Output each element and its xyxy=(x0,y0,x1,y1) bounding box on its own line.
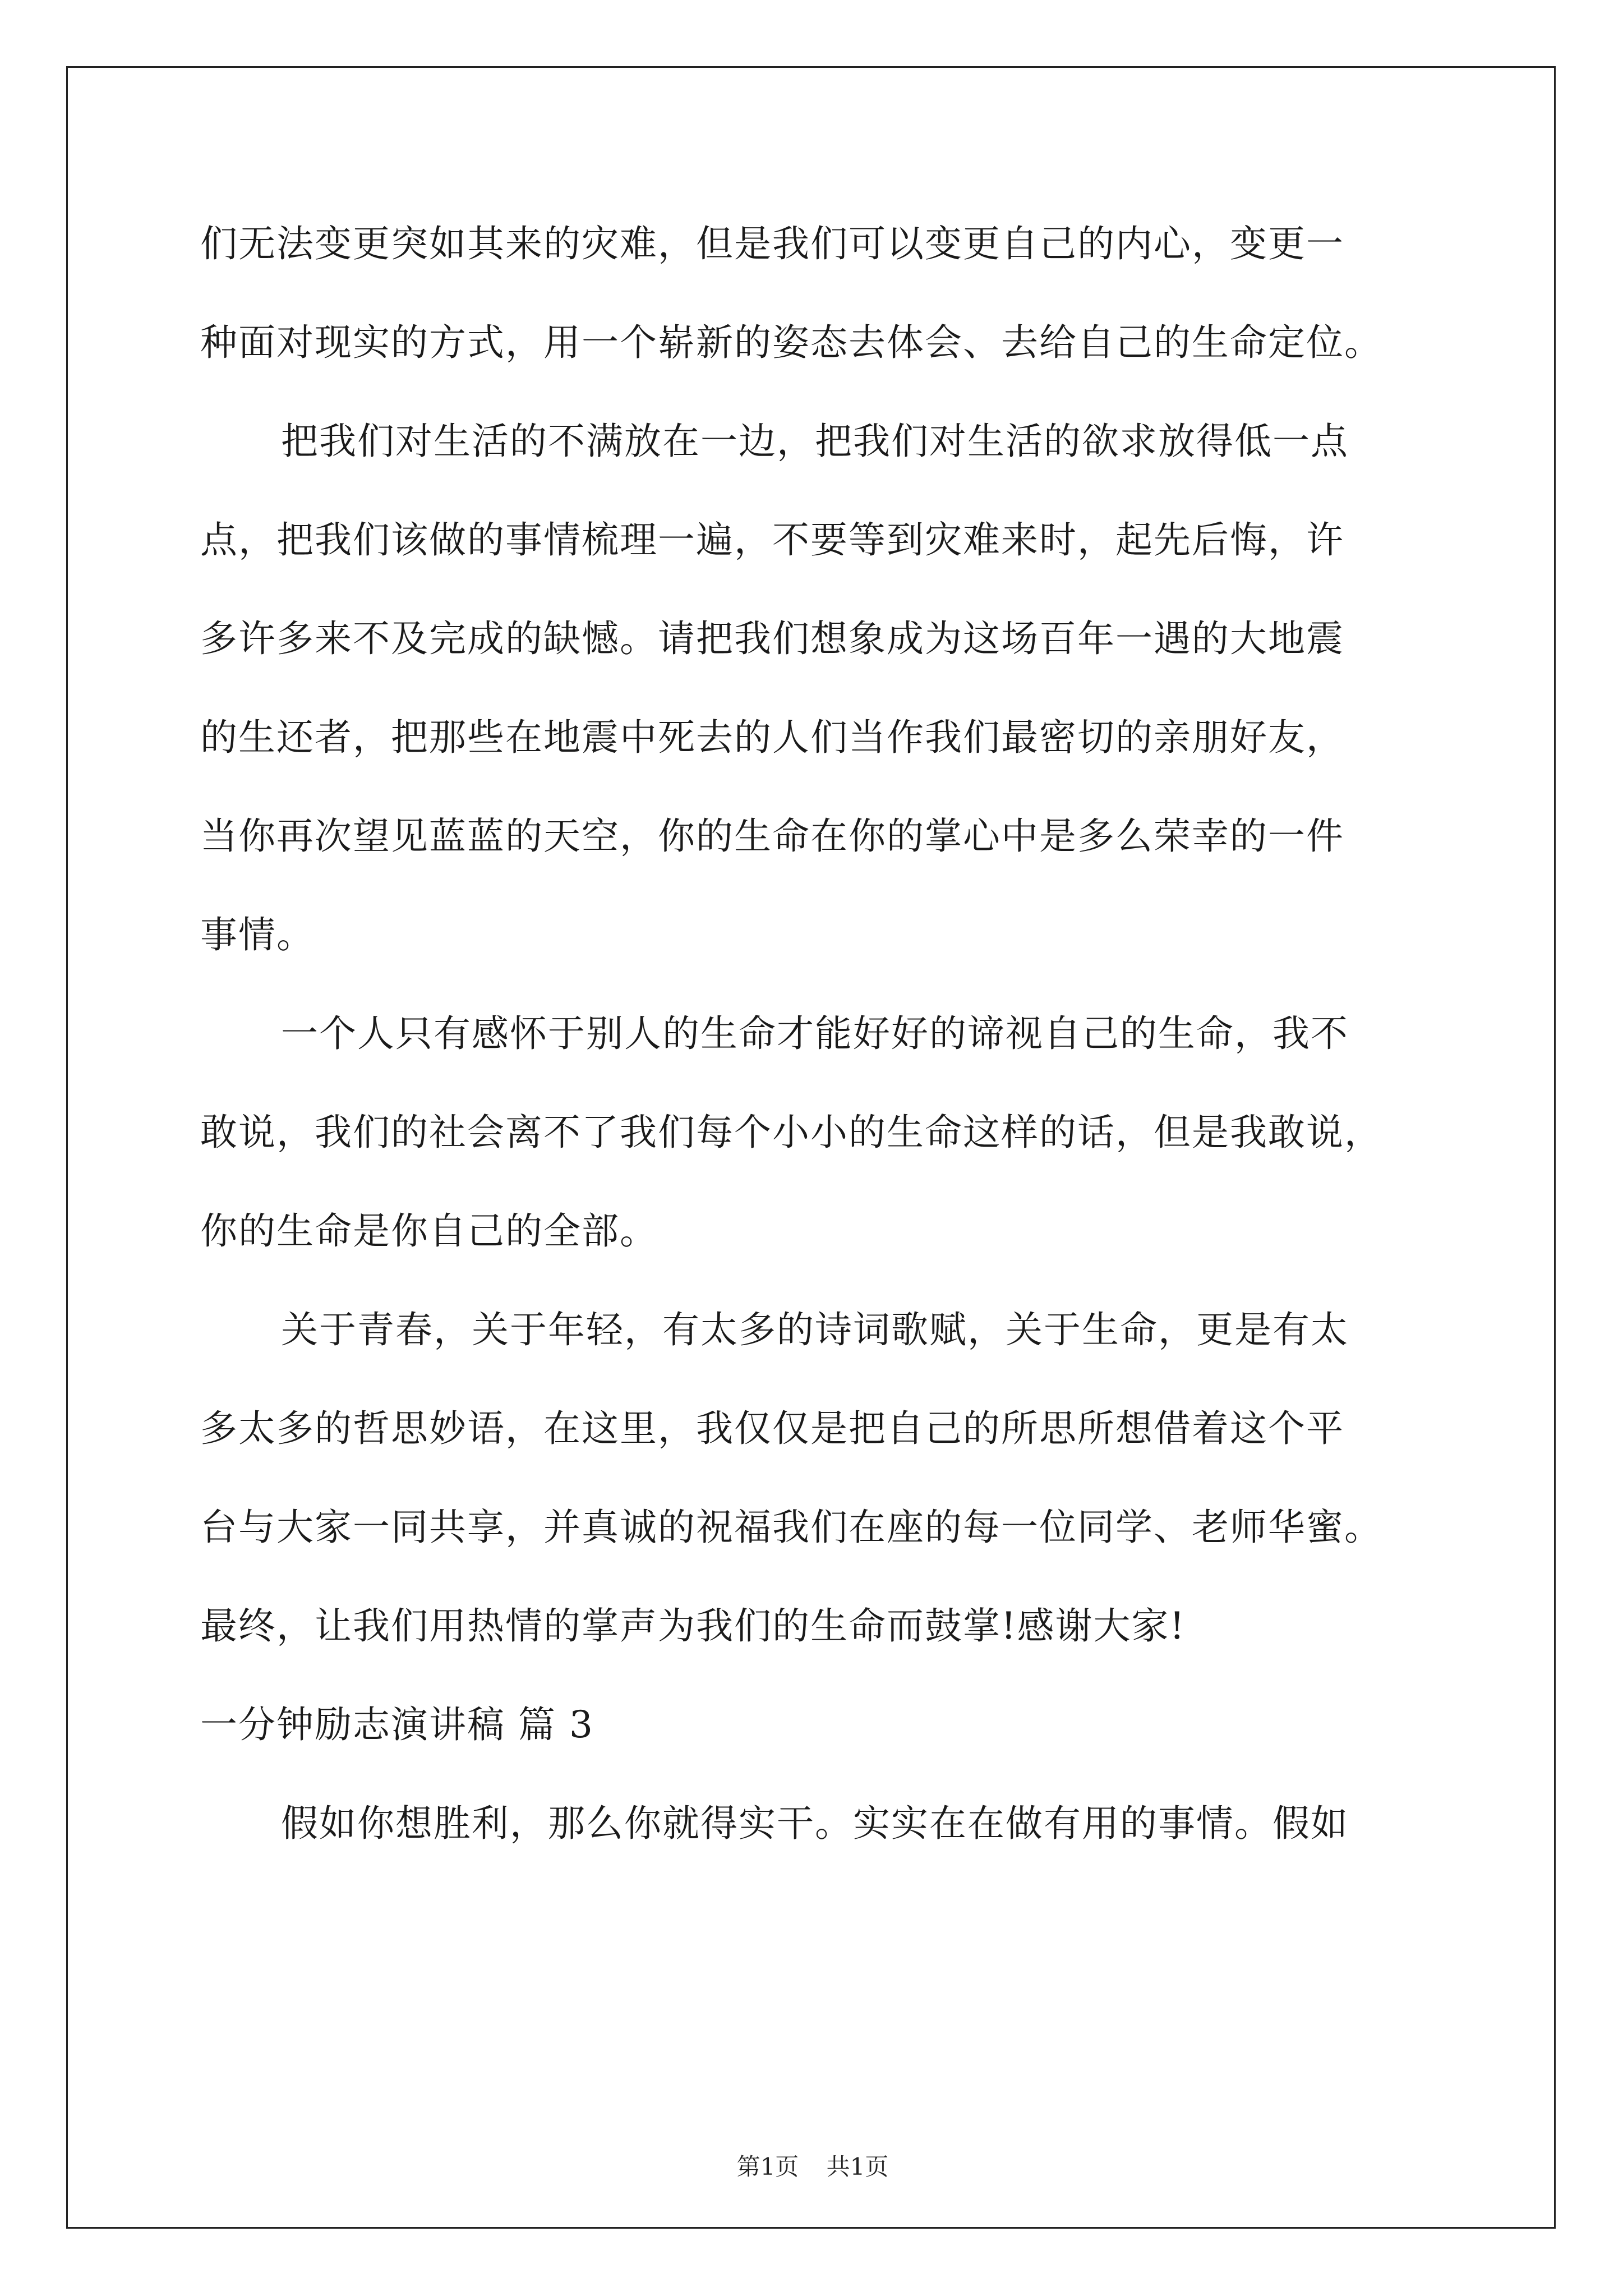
paragraph-start-line: 一个人只有感怀于别人的生命才能好好的谛视自己的生命，我不 xyxy=(281,1012,1349,1055)
text-line: 多太多的哲思妙语，在这里，我仅仅是把自己的所思所想借着这个平 xyxy=(200,1407,1344,1450)
text-line: 点，把我们该做的事情梳理一遍，不要等到灾难来时，起先后悔，许 xyxy=(200,518,1344,562)
text-line: 多许多来不及完成的缺憾。请把我们想象成为这场百年一遇的大地震 xyxy=(200,617,1344,660)
text-line: 们无法变更突如其来的灾难，但是我们可以变更自己的内心，变更一 xyxy=(200,222,1344,265)
text-line: 你的生命是你自己的全部。 xyxy=(200,1209,658,1253)
text-line: 当你再次望见蓝蓝的天空，你的生命在你的掌心中是多么荣幸的一件 xyxy=(200,815,1344,858)
section-heading: 一分钟励志演讲稿 篇 3 xyxy=(200,1703,594,1746)
page-footer xyxy=(68,2150,1557,2184)
text-line: 的生还者，把那些在地震中死去的人们当作我们最密切的亲朋好友， xyxy=(200,716,1344,759)
page-frame xyxy=(66,66,1556,2229)
text-line: 事情。 xyxy=(200,913,315,956)
text-line: 敢说，我们的社会离不了我们每个小小的生命这样的话，但是我敢说， xyxy=(200,1111,1382,1154)
text-line: 种面对现实的方式，用一个崭新的姿态去体会、去给自己的生命定位。 xyxy=(200,321,1382,364)
paragraph-start-line: 把我们对生活的不满放在一边，把我们对生活的欲求放得低一点 xyxy=(281,420,1349,463)
text-line: 台与大家一同共享，并真诚的祝福我们在座的每一位同学、老师华蜜。 xyxy=(200,1506,1382,1549)
text-line: 最终，让我们用热情的掌声为我们的生命而鼓掌!感谢大家! xyxy=(200,1604,1186,1648)
page-number-current: 第1页 xyxy=(736,2153,799,2180)
paragraph-start-line: 假如你想胜利，那么你就得实干。实实在在做有用的事情。假如 xyxy=(281,1802,1349,1845)
paragraph-start-line: 关于青春，关于年轻，有太多的诗词歌赋，关于生命，更是有太 xyxy=(281,1308,1349,1351)
page-number-total: 共1页 xyxy=(826,2153,889,2180)
